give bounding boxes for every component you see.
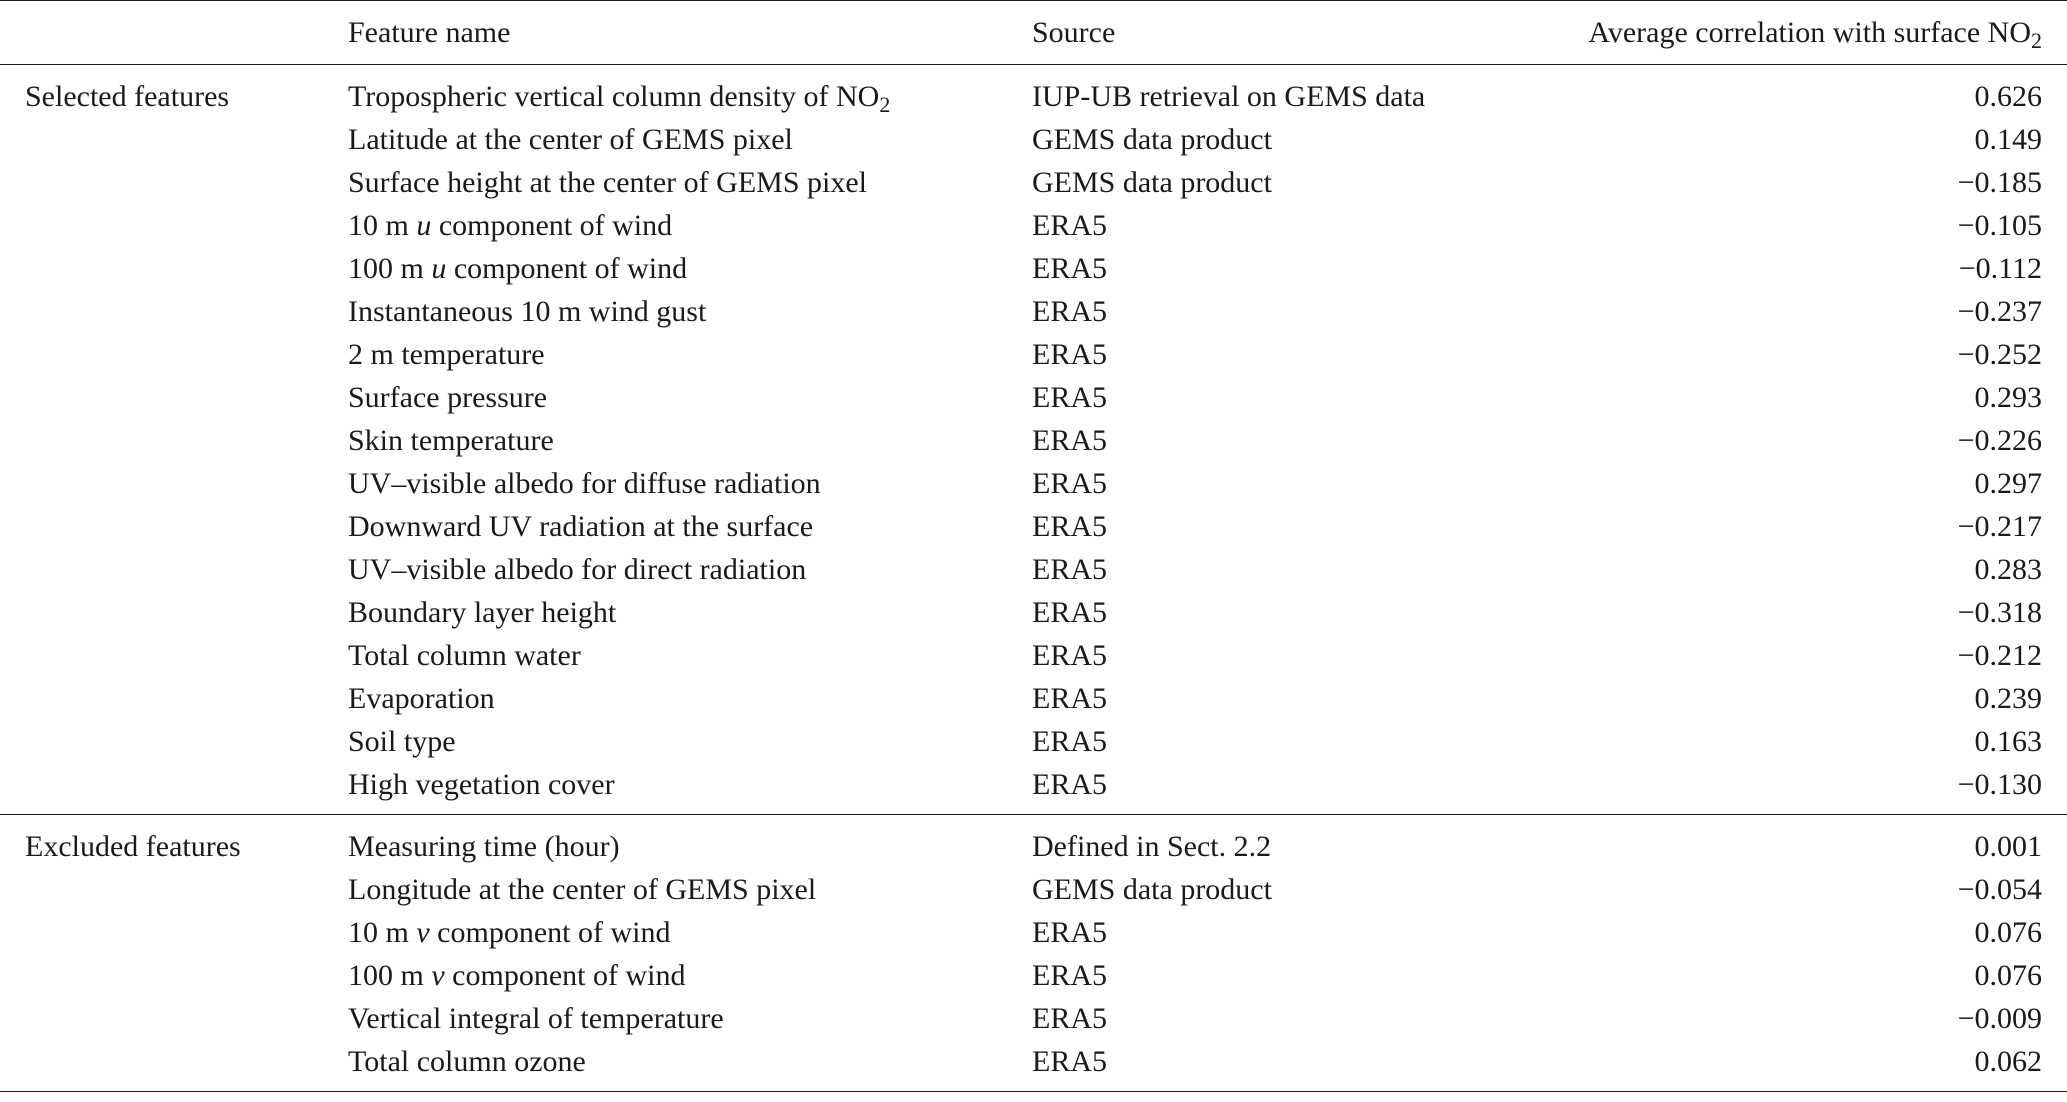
table-row (0, 815, 2067, 869)
correlation-value: −0.226 (1957, 424, 2042, 457)
correlation-value: −0.217 (1957, 510, 2042, 543)
source-cell: ERA5 (1032, 338, 1107, 371)
feature-name-prefix: 100 m (348, 959, 432, 992)
feature-name: Soil type (348, 725, 456, 758)
feature-name: Total column water (348, 639, 581, 672)
table-row (0, 376, 2067, 419)
feature-name: Measuring time (hour) (348, 830, 620, 863)
feature-name-cell (348, 997, 1032, 1040)
feature-name-suffix: component of wind (429, 916, 671, 949)
feature-name: Vertical integral of temperature (348, 1002, 724, 1035)
group-label (0, 868, 348, 911)
source-cell: ERA5 (1032, 553, 1107, 586)
table-header-row (0, 1, 2067, 65)
source-cell: GEMS data product (1032, 873, 1272, 906)
correlation-value: 0.149 (1974, 123, 2042, 156)
group-label (0, 118, 348, 161)
table-row (0, 911, 2067, 954)
correlation-value: 0.297 (1974, 467, 2042, 500)
feature-name-subscript: 2 (879, 92, 891, 117)
correlation-value: 0.626 (1974, 80, 2042, 113)
table-body (0, 65, 2067, 1092)
feature-name-cell (348, 161, 1032, 204)
group-label (0, 247, 348, 290)
group-label (0, 505, 348, 548)
group-label: Selected features (25, 80, 230, 113)
correlation-value: 0.283 (1974, 553, 2042, 586)
group-label (0, 997, 348, 1040)
table-row (0, 763, 2067, 815)
correlation-value: 0.163 (1974, 725, 2042, 758)
header-correlation-subscript: 2 (2031, 28, 2042, 53)
feature-name-cell (348, 911, 1032, 954)
source-cell: ERA5 (1032, 596, 1107, 629)
source-cell: ERA5 (1032, 252, 1107, 285)
group-label (0, 763, 348, 815)
source-cell: ERA5 (1032, 424, 1107, 457)
group-label (0, 161, 348, 204)
feature-name-cell (348, 720, 1032, 763)
header-correlation-text: Average correlation with surface NO (1588, 16, 2031, 49)
table-row (0, 868, 2067, 911)
group-label (0, 1040, 348, 1092)
feature-name-cell (348, 505, 1032, 548)
table-row (0, 634, 2067, 677)
table-row (0, 720, 2067, 763)
feature-name-cell (348, 204, 1032, 247)
feature-name-variable: v (416, 916, 430, 949)
source-cell: ERA5 (1032, 381, 1107, 414)
table-row (0, 548, 2067, 591)
source-cell: ERA5 (1032, 639, 1107, 672)
feature-name-suffix: component of wind (446, 252, 688, 285)
feature-name: Skin temperature (348, 424, 554, 457)
feature-name-cell (348, 462, 1032, 505)
group-label: Excluded features (25, 830, 241, 863)
feature-name-cell (348, 290, 1032, 333)
source-cell: ERA5 (1032, 209, 1107, 242)
feature-name-variable: u (431, 252, 447, 285)
source-cell: ERA5 (1032, 682, 1107, 715)
feature-name: Instantaneous 10 m wind gust (348, 295, 707, 328)
feature-name-cell (348, 677, 1032, 720)
feature-name-cell (348, 548, 1032, 591)
group-label (0, 548, 348, 591)
source-cell: GEMS data product (1032, 166, 1272, 199)
feature-name-cell (348, 868, 1032, 911)
feature-name-cell (348, 634, 1032, 677)
feature-name-variable: u (416, 209, 432, 242)
source-cell: ERA5 (1032, 295, 1107, 328)
source-cell: ERA5 (1032, 467, 1107, 500)
correlation-value: −0.105 (1957, 209, 2042, 242)
correlation-value: 0.076 (1974, 959, 2042, 992)
feature-name-cell (348, 591, 1032, 634)
feature-name: Surface height at the center of GEMS pixel (348, 166, 867, 199)
group-label (0, 290, 348, 333)
table-row (0, 118, 2067, 161)
feature-name: Longitude at the center of GEMS pixel (348, 873, 817, 906)
source-cell: ERA5 (1032, 725, 1107, 758)
group-label (0, 462, 348, 505)
feature-name: Tropospheric vertical column density of NO (348, 80, 880, 113)
feature-name: UV–visible albedo for direct radiation (348, 553, 807, 586)
correlation-value: 0.293 (1974, 381, 2042, 414)
table-row (0, 1040, 2067, 1092)
table-row (0, 247, 2067, 290)
group-label (0, 333, 348, 376)
feature-name: Surface pressure (348, 381, 548, 414)
source-cell: ERA5 (1032, 510, 1107, 543)
table-row (0, 954, 2067, 997)
feature-name-cell (348, 118, 1032, 161)
group-label (0, 911, 348, 954)
table-row (0, 204, 2067, 247)
correlation-value: 0.076 (1974, 916, 2042, 949)
feature-name-suffix: component of wind (444, 959, 686, 992)
source-cell: IUP-UB retrieval on GEMS data (1032, 80, 1426, 113)
group-label (0, 634, 348, 677)
feature-name-cell (348, 65, 1032, 119)
feature-name: Latitude at the center of GEMS pixel (348, 123, 793, 156)
source-cell: ERA5 (1032, 768, 1107, 801)
feature-name: Boundary layer height (348, 596, 617, 629)
header-source: Source (1032, 16, 1116, 49)
table-row (0, 505, 2067, 548)
source-cell: ERA5 (1032, 1002, 1107, 1035)
source-cell: ERA5 (1032, 916, 1107, 949)
correlation-value: 0.239 (1974, 682, 2042, 715)
header-group (0, 1, 348, 65)
group-label (0, 419, 348, 462)
header-feature-name: Feature name (348, 16, 511, 49)
group-label (0, 376, 348, 419)
correlation-value: −0.185 (1957, 166, 2042, 199)
table-row (0, 591, 2067, 634)
group-label (0, 677, 348, 720)
feature-name-cell (348, 1040, 1032, 1092)
correlation-value: −0.237 (1957, 295, 2042, 328)
header-correlation (1532, 1, 2067, 65)
source-cell: ERA5 (1032, 1045, 1107, 1078)
feature-name-cell (348, 419, 1032, 462)
correlation-value: −0.054 (1957, 873, 2042, 906)
feature-name-variable: v (431, 959, 445, 992)
feature-name-cell (348, 815, 1032, 869)
table-row (0, 677, 2067, 720)
table-row (0, 290, 2067, 333)
correlation-value: 0.001 (1974, 830, 2042, 863)
correlation-value: 0.062 (1974, 1045, 2042, 1078)
feature-name-prefix: 100 m (348, 252, 432, 285)
feature-name-prefix: 10 m (348, 916, 417, 949)
group-label (0, 954, 348, 997)
source-cell: ERA5 (1032, 959, 1107, 992)
feature-name: UV–visible albedo for diffuse radiation (348, 467, 821, 500)
table-row (0, 462, 2067, 505)
correlation-value: −0.212 (1957, 639, 2042, 672)
feature-name-cell (348, 954, 1032, 997)
source-cell: GEMS data product (1032, 123, 1272, 156)
source-cell: Defined in Sect. 2.2 (1032, 830, 1272, 863)
feature-name: 2 m temperature (348, 338, 545, 371)
feature-name: Evaporation (348, 682, 495, 715)
feature-name-cell (348, 247, 1032, 290)
feature-name-cell (348, 376, 1032, 419)
feature-name: High vegetation cover (348, 768, 615, 801)
correlation-value: −0.112 (1958, 252, 2042, 285)
feature-name: Total column ozone (348, 1045, 586, 1078)
group-label (0, 204, 348, 247)
correlation-value: −0.130 (1957, 768, 2042, 801)
correlation-value: −0.009 (1957, 1002, 2042, 1035)
feature-name-cell (348, 763, 1032, 815)
table-row (0, 161, 2067, 204)
table-row (0, 65, 2067, 119)
feature-name-cell (348, 333, 1032, 376)
correlation-value: −0.252 (1957, 338, 2042, 371)
feature-name: Downward UV radiation at the surface (348, 510, 814, 543)
table-row (0, 997, 2067, 1040)
table-row (0, 333, 2067, 376)
group-label (0, 591, 348, 634)
correlation-value: −0.318 (1957, 596, 2042, 629)
table-row (0, 419, 2067, 462)
group-label (0, 720, 348, 763)
feature-name-prefix: 10 m (348, 209, 417, 242)
feature-name-suffix: component of wind (431, 209, 673, 242)
